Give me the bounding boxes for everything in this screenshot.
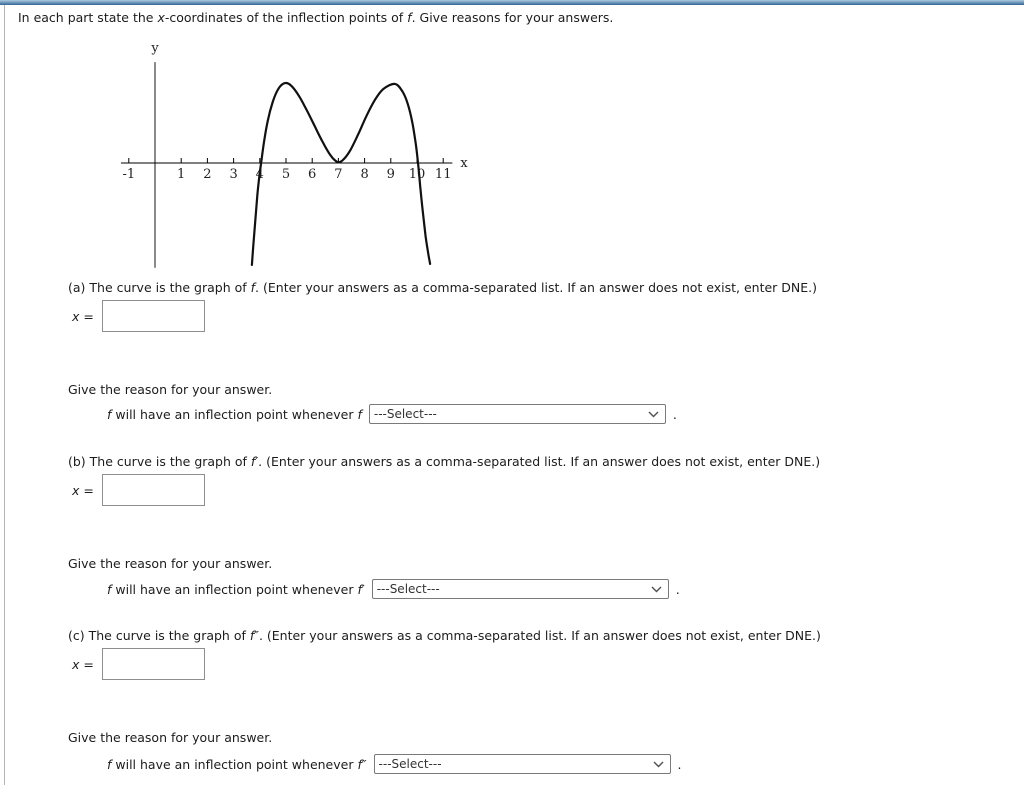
part-a-reason-heading: Give the reason for your answer. [68,382,273,397]
question-top-border [0,0,1024,5]
part-c-reason-select[interactable] [374,754,671,774]
svg-text:4: 4 [255,167,264,182]
svg-text:5: 5 [281,167,291,182]
part-b-reason-text: f will have an inflection point whenever f′ [107,581,365,597]
part-b-answer-row [72,473,205,507]
svg-text:9: 9 [386,167,395,182]
question-text: In each part state the x-coordinates of the inflection points of f. Give reasons for your answers. [18,10,614,25]
svg-text:7: 7 [334,167,343,182]
x-equals-label: x = [72,656,94,672]
part-a-reason-select[interactable] [369,404,666,424]
part-a-reason-line [107,403,677,425]
part-c-reason-text: f will have an inflection point whenever f″ [107,756,367,772]
chevron-down-icon [653,761,664,768]
chevron-down-icon [648,411,659,418]
sentence-period: . [675,581,680,597]
x-equals-label: x = [72,482,94,498]
x-equals-label: x = [72,308,94,324]
part-a-answer-input[interactable] [102,300,205,332]
part-a-prompt: (a) The curve is the graph of f. (Enter your answers as a comma-separated list. If an answer does not exist, enter DNE.) [68,280,818,295]
part-b-reason-line [107,578,680,600]
svg-text:1: 1 [177,167,186,182]
chevron-down-icon [651,586,662,593]
svg-text:y: y [151,41,159,56]
part-c-reason-line [107,753,682,775]
part-c-reason-heading: Give the reason for your answer. [68,730,273,745]
part-b-answer-input[interactable] [102,474,205,506]
svg-text:8: 8 [360,167,369,182]
function-graph [0,35,490,285]
part-c-answer-row [72,647,205,681]
part-b-reason-select[interactable] [372,579,669,599]
sentence-period: . [672,406,677,422]
svg-text:2: 2 [203,167,212,182]
select-value: ---Select--- [373,407,437,421]
svg-text:x: x [460,156,468,171]
part-c-answer-input[interactable] [102,648,205,680]
sentence-period: . [677,756,682,772]
svg-text:6: 6 [308,167,317,182]
part-b-reason-heading: Give the reason for your answer. [68,556,273,571]
svg-text:10: 10 [408,167,426,182]
select-value: ---Select--- [378,757,442,771]
svg-text:11: 11 [434,167,452,182]
svg-text:3: 3 [229,167,238,182]
select-value: ---Select--- [376,582,440,596]
part-b-prompt: (b) The curve is the graph of f′. (Enter your answers as a comma-separated list. If an answer does not exist, enter DNE.) [68,454,821,469]
part-c-prompt: (c) The curve is the graph of f″. (Enter your answers as a comma-separated list. If an answer does not exist, enter DNE.) [68,628,821,643]
svg-text:-1: -1 [122,167,136,182]
part-a-reason-text: f will have an inflection point whenever f [107,406,362,422]
part-a-answer-row [72,299,205,333]
